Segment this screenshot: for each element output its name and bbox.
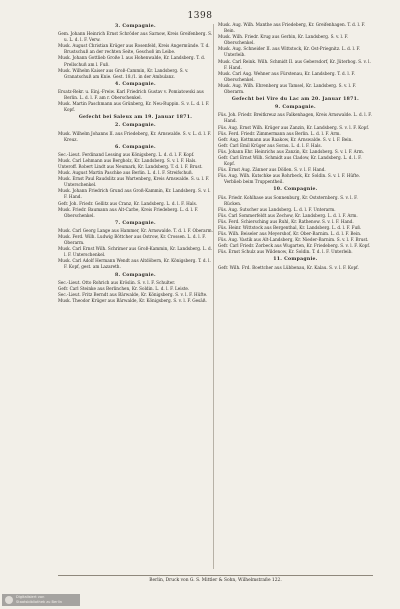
casualty-entry: Musk. Ferd. Wilh. Ludwig Böttcher aus Ostrow, Kr. Crossen. L. d. l. F. Oberarm. [58, 234, 206, 246]
casualty-entry: Füs. Johann Ehr. Heinrichs aus Zanzin, Kr. Landsberg. S. v. l. F. Arm. [218, 148, 364, 154]
casualty-entry: Gefr. Carl Friedr. Zorbeck aus Wugarten, Kr. Friedeberg. S. v. l. F. Kopf. [218, 243, 371, 249]
casualty-entry: Musk. Carl Lehmann aus Bergholz, Kr. Landsberg. S. v. l. F. Hals. [58, 157, 197, 163]
casualty-entry: Gefr. Aug. Kottmann aus Raakow, Kr. Arnswalde. S. v. l. F. Bein. [218, 136, 353, 142]
section-heading: Gefecht bei Vire du Lac am 20. Januar 1871. [231, 97, 360, 103]
casualty-entry: Füs. Carl Sommerfeldt aus Zechow, Kr. Landsberg. L. d. l. F. Arm. [218, 212, 358, 218]
badge-line-1: Digitalisiert von [16, 595, 45, 599]
casualty-entry: Musk. August Martin Paschke aus Berlin. L. d. l. F. Streifschuß. [58, 170, 194, 176]
casualty-entry: Musk. Theodor Krüger aus Bärwalde, Kr. Königsberg. S. v. l. F. Gesäß. [58, 297, 207, 303]
section-heading: 6. Compagnie. [115, 144, 156, 150]
casualty-entry: Musk. Carl Georg Lange aus Hammer, Kr. Arnswalde. T. d. l. F. Oberarm. [58, 227, 213, 233]
casualty-entry: Musk. Wilhelm Johanns II. aus Friedeberg, Kr. Arnswalde. S. v. L. d. l. F. Kreuz. [58, 130, 212, 142]
casualty-entry: Musk. August Christian Krüger aus Rosenfeld, Kreis Angermünde. T. d. Brustschuß an der rechten Seite, Geschoß im Leibe. [58, 43, 210, 55]
casualty-entry: Füs. Aug. Sutscher aus Landsberg. L. d. l. F. Unterarm. [218, 206, 336, 212]
casualty-entry: Sec.-Lieut. Otto Rohrich aus Kröslin. S. v. l. F. Schulter. [58, 279, 176, 285]
casualty-entry: Füs. Heinr. Wittstock aus Bergenthal, Kr. Landsberg. L. d. l. F. Fuß. [218, 225, 362, 230]
casualty-entry: Unteroff. Robert Lindt aus Neumark, Kr. Landsberg. T. d. l. F. Brust. [58, 163, 203, 169]
left-column [58, 22, 213, 304]
casualty-entry: Musk. Carl Adolf Hermann Wendt aus Altdöbern, Kr. Königsberg. T. d. l. F. Kopf, gest. am Lazareth. [58, 258, 211, 270]
casualty-entry: Musk. Johann Gottlieb Große I. aus Hohenwalde, Kr. Landsberg. T. d. Prellschuß am l. Fuß. [58, 55, 206, 67]
casualty-entry: Gefr. Carl Steinke aus Berlinchen, Kr. Soldin. L. d. l. F. Leiste. [58, 285, 190, 291]
column-divider [213, 24, 214, 569]
casualty-entry: Sec.-Lieut. Ferdinand Lessing aus Königsberg. L. d. d. l. F. Kopf. [58, 151, 195, 157]
badge-text [16, 595, 62, 604]
casualty-entry: Musk. Ernst Paul Raudslitz aus Wartenberg, Kreis Arnswalde. S. u. l. F. Unterschenkel. [58, 176, 210, 188]
page-number: 1398 [187, 11, 213, 21]
section-heading: Gefecht bei Saleux am 19. Januar 1871. [78, 115, 193, 121]
casualty-entry: Musk. Carl Reink. Wilh. Schmidt II. aus Gebersdorf, Kr. Jüterbog. S. v. l. F. Hand. [218, 58, 371, 70]
casualty-entry: Füs. Ferd. Schiersching aus Ruhl, Kr. Rathenow. S. v. l. F. Hand. [218, 218, 354, 224]
printer-footer: Berlin, Druck von G. S. Mittler & Sohn, Wilhelmstraße 122. [58, 575, 373, 583]
section-heading: 2. Compagnie. [115, 123, 156, 129]
casualty-entry: Gefr. Carl Ernst Wilh. Schmidt aus Cladow, Kr. Landsberg. L. d. l. F. Kopf. [218, 154, 362, 167]
casualty-entry: Füs. Aug. Ernst Wilh. Krüger aus Zanzin, Kr. Landsberg. S. v. l. F. Kopf. [218, 124, 370, 130]
badge-line-2: Staatsbibliothek zu Berlin [16, 599, 62, 604]
casualty-entry: Gem. Johann Heinrich Ernst Schröder aus Sarnow, Kreis Greifenberg. S. u. L. d. l. F. Verw. [58, 31, 213, 43]
casualty-entry: Musk. Martin Paschmann aus Grünberg, Kr. Neu-Ruppin. S. v. L. d. l. F. Kopf. [58, 101, 210, 113]
library-badge[interactable] [2, 594, 80, 606]
casualty-entry: Gefr. Carl Emil Krüger aus Sorau. L. d. l. F. Hals. [218, 142, 322, 148]
casualty-entry: Füs. Joh. Friedr. Breitkreuz aus Falkenhagen, Kreis Arnswalde. L. d. l. F. Hand. [218, 112, 372, 124]
casualty-entry: Musk. Carl Ernst Wilh. Schrimer aus Groß-Kammin, Kr. Landsberg. L. d. l. F. Unterschenkel. [58, 246, 213, 258]
casualty-entry: Füs. Ernst Schulz aus Wildenow, Kr. Soldin. T. d. l. F. Unterleib. [218, 249, 353, 255]
casualty-entry: Musk. Aug. Wilh. Ehrenberg aus Tamsel, Kr. Landsberg. S. v. l. F. Oberarm. [218, 82, 357, 95]
casualty-entry: Musk. Aug. Wilh. Manthe aus Friedeberg, Kr. Greifenhagen. T. d. l. F. Bein. [218, 22, 366, 34]
casualty-entry: Musk. Wilh. Friedr. Krug aus Gerbin, Kr. Landsberg. S. v. l. F. Oberschenkel. [218, 34, 349, 46]
casualty-entry: Gefr. Wilh. Frd. Boettcher aus Lübbenau, Kr. Kalau. S. v. l. F. Kopf. [218, 264, 359, 270]
casualty-entry: Sec.-Lieut. Fritz Berndt aus Bärwalde, Kr. Königsberg. S. v. l. F. Hüfte. [58, 291, 208, 297]
casualty-entry: Füs. Aug. Wilh. Kutschke aus Rohrbeck, Kr. Soldin. S. v. l. F. Hüfte. Verblieb beim Truppentheil. [218, 173, 361, 185]
section-heading: 11. Compagnie. [273, 257, 318, 263]
section-heading: 4. Compagnie. [115, 81, 156, 87]
casualty-entry: Gefr. Joh. Friedr. Gellitz aus Cranz, Kr. Landsberg. L. d. l. F. Hals. [58, 200, 198, 206]
casualty-entry: Musk. Johann Friedrich Grund aus Groß-Kammin, Kr. Landsberg. S. v. l. F. Hand. [58, 188, 211, 200]
casualty-entry: Musk. Friedr. Baumann aus Alt-Carbe, Kreis Friedeberg. L. d. l. F. Oberschenkel. [58, 206, 199, 218]
section-heading: 8. Compagnie. [115, 272, 156, 278]
section-heading: 3. Compagnie. [115, 24, 156, 29]
casualty-entry: Musk. Aug. Schneider II. aus Wittstock, Kr. Ost-Priegnitz. L. d. l. F. Unterleib. [218, 46, 361, 58]
section-heading: 10. Compagnie. [273, 187, 318, 193]
casualty-entry: Musk. Wilhelm Kaiser aus Groß-Cammin, Kr. Landsberg. S. v. Granatschuß am Knie. Gest. 18./1. in der Ambulanz. [58, 67, 189, 79]
right-column [218, 22, 373, 271]
casualty-entry: Füs. Aug. Vastik aus Alt-Landsberg, Kr. Nieder-Barnim. S. v. l. F. Brust. [218, 237, 369, 243]
casualty-entry: Musk. Carl Aug. Wehner aus Fürstenau, Kr. Landsberg. T. d. l. F. Oberschenkel. [218, 70, 355, 82]
casualty-entry: Füs. Wilh. Beiseler aus Meyershof, Kr. Ober-Barnim. L. d. l. F. Bein. [218, 231, 362, 237]
casualty-entry: Füs. Friedr. Kohlhase aus Sonnenburg, Kr. Oststernberg. S. v. l. F. Rücken. [218, 194, 358, 206]
casualty-entry: Füs. Ferd. Friedr. Zimmermann aus Berlin. L. d. l. F. Arm. [218, 130, 341, 136]
casualty-entry: Füs. Ernst Aug. Zänner aus Döllen. S. v. l. F. Hand. [218, 167, 326, 173]
casualty-entry: Ersatz-Rekr. u. Einj.-Freiw. Karl Friedrich Gustav v. Pomiatowski aus Berlin. L. d. l. F. am r. Oberschenkel. [58, 88, 204, 101]
section-heading: 9. Compagnie. [275, 105, 316, 111]
section-heading: 7. Compagnie. [115, 220, 156, 226]
library-logo-icon [5, 596, 13, 604]
